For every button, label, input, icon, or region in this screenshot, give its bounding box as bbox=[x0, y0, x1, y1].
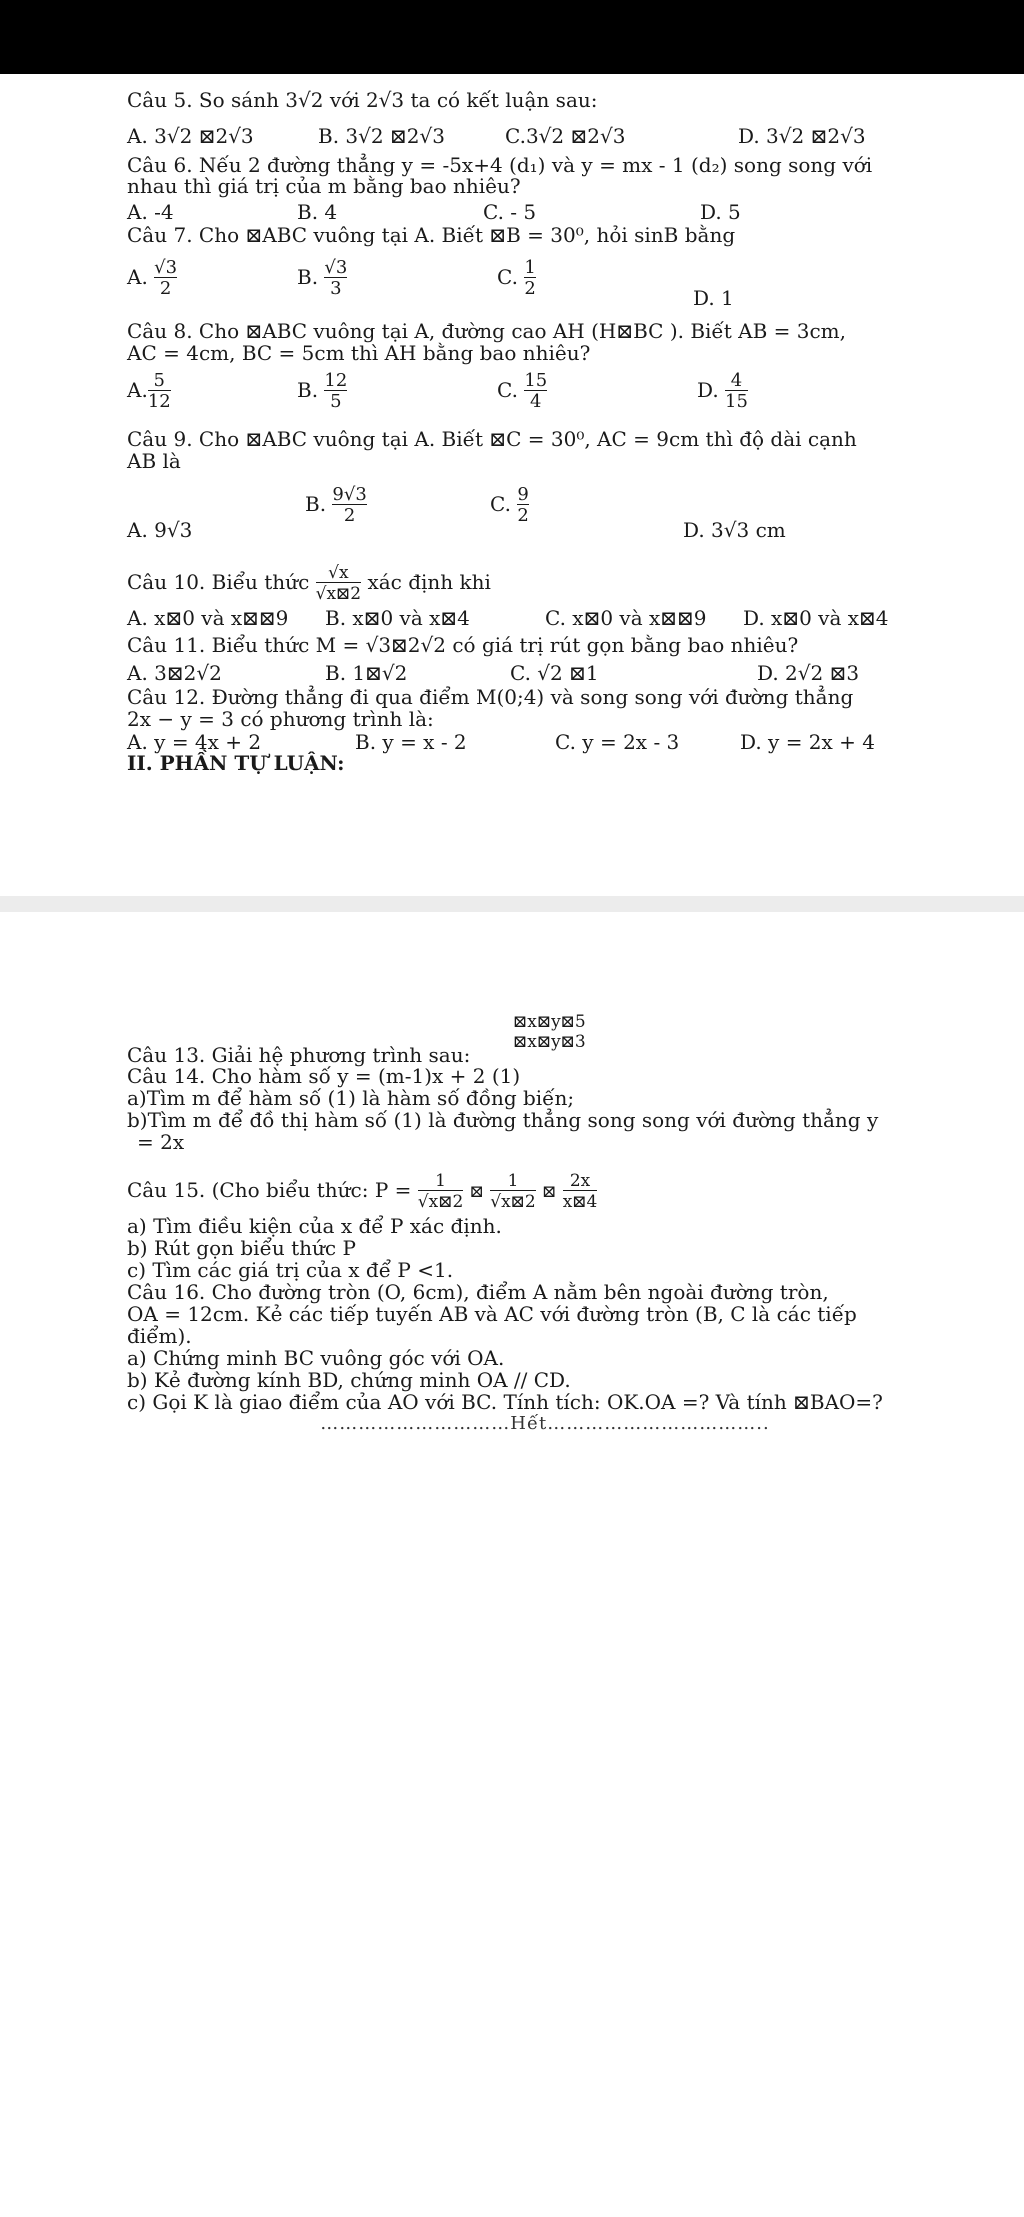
q7-option-d: D. 1 bbox=[693, 286, 734, 310]
q7-a-fraction: $\frac{√3}{2}$ bbox=[154, 257, 178, 299]
q10-option-b: B. x⊠0 và x⊠4 bbox=[325, 606, 470, 630]
q8-option-c: C. $\frac{15}{4}$ bbox=[497, 370, 548, 412]
q11-option-d: D. 2√2 ⊠3 bbox=[757, 661, 860, 685]
question-16-stem-line1: Câu 16. Cho đường tròn (O, 6cm), điểm A nằm bên ngoài đường tròn, bbox=[127, 1280, 829, 1304]
q8-option-a: A. $\frac{5}{12}$ bbox=[127, 370, 171, 412]
q8-d-fraction: $\frac{4}{15}$ bbox=[725, 370, 748, 412]
question-11-stem: Câu 11. Biểu thức M = √3⊠2√2 có giá trị rút gọn bằng bao nhiêu? bbox=[127, 633, 799, 657]
question-12-stem-line2: 2x − y = 3 có phương trình là: bbox=[127, 707, 434, 731]
question-16-part-b: b) Kẻ đường kính BD, chứng minh OA // CD. bbox=[127, 1368, 571, 1392]
q8-option-b: B. $\frac{12}{5}$ bbox=[297, 370, 348, 412]
q7-option-c: C. $\frac{1}{2}$ bbox=[497, 257, 536, 299]
q11-option-b: B. 1⊠√2 bbox=[325, 661, 408, 685]
q9-option-c: C. $\frac{9}{2}$ bbox=[490, 484, 529, 526]
question-14-stem: Câu 14. Cho hàm số y = (m-1)x + 2 (1) bbox=[127, 1064, 521, 1088]
question-15-stem: Câu 15. (Cho biểu thức: P = $\frac{1}{√x⊠2}$ ⊠ $\frac{1}{√x⊠2}$ ⊠ $\frac{2x}{x⊠4}$ bbox=[127, 1171, 598, 1212]
question-5-stem: Câu 5. So sánh 3√2 với 2√3 ta có kết luận sau: bbox=[127, 88, 598, 112]
q5-option-a: A. 3√2 ⊠2√3 bbox=[127, 124, 254, 148]
q10-option-c: C. x⊠0 và x⊠⊠9 bbox=[545, 606, 707, 630]
question-14-part-b-line1: b)Tìm m để đồ thị hàm số (1) là đường thẳng song song với đường thẳng y bbox=[127, 1108, 879, 1132]
q9-c-fraction: $\frac{9}{2}$ bbox=[517, 484, 529, 526]
document-page-2 bbox=[0, 912, 1024, 2217]
q15-term-1: $\frac{1}{√x⊠2}$ bbox=[417, 1171, 464, 1212]
question-15-part-a: a) Tìm điều kiện của x để P xác định. bbox=[127, 1214, 502, 1238]
q9-option-b: B. $\frac{9√3}{2}$ bbox=[305, 484, 367, 526]
q12-option-d: D. y = 2x + 4 bbox=[740, 730, 876, 754]
question-8-stem-line1: Câu 8. Cho ⊠ABC vuông tại A, đường cao AH (H⊠BC ). Biết AB = 3cm, bbox=[127, 319, 846, 343]
document-page-1 bbox=[0, 74, 1024, 896]
q15-term-3: $\frac{2x}{x⊠4}$ bbox=[562, 1171, 598, 1212]
q6-option-d: D. 5 bbox=[700, 200, 741, 224]
q6-option-a: A. -4 bbox=[127, 200, 174, 224]
question-6-stem-line2: nhau thì giá trị của m bằng bao nhiêu? bbox=[127, 174, 521, 198]
question-15-part-c: c) Tìm các giá trị của x để P <1. bbox=[127, 1258, 454, 1282]
q5-option-b: B. 3√2 ⊠2√3 bbox=[318, 124, 445, 148]
top-status-bar bbox=[0, 0, 1024, 74]
q12-option-b: B. y = x - 2 bbox=[355, 730, 467, 754]
q13-system bbox=[513, 1012, 586, 1052]
q5-option-c: C.3√2 ⊠2√3 bbox=[505, 124, 626, 148]
q5-option-d: D. 3√2 ⊠2√3 bbox=[738, 124, 866, 148]
q9-b-fraction: $\frac{9√3}{2}$ bbox=[332, 484, 367, 526]
question-8-stem-line2: AC = 4cm, BC = 5cm thì AH bằng bao nhiêu? bbox=[127, 341, 591, 365]
q10-option-a: A. x⊠0 và x⊠⊠9 bbox=[127, 606, 289, 630]
q11-option-c: C. √2 ⊠1 bbox=[510, 661, 599, 685]
q7-c-fraction: $\frac{1}{2}$ bbox=[524, 257, 536, 299]
q6-option-b: B. 4 bbox=[297, 200, 338, 224]
q12-option-c: C. y = 2x - 3 bbox=[555, 730, 680, 754]
question-7-stem: Câu 7. Cho ⊠ABC vuông tại A. Biết ⊠B = 30⁰, hỏi sinB bằng bbox=[127, 223, 736, 247]
q7-option-a: A. $\frac{√3}{2}$ bbox=[127, 257, 178, 299]
q9-option-d: D. 3√3 cm bbox=[683, 518, 786, 542]
question-15-part-b: b) Rút gọn biểu thức P bbox=[127, 1236, 356, 1260]
question-14-part-a: a)Tìm m để hàm số (1) là hàm số đồng biến; bbox=[127, 1086, 575, 1110]
q12-option-a: A. y = 4x + 2 bbox=[127, 730, 262, 754]
q8-c-fraction: $\frac{15}{4}$ bbox=[524, 370, 548, 412]
question-9-stem-line2: AB là bbox=[127, 449, 181, 473]
section-2-heading: II. PHẦN TỰ LUẬN: bbox=[127, 751, 345, 775]
q7-b-fraction: $\frac{√3}{3}$ bbox=[324, 257, 348, 299]
q11-option-a: A. 3⊠2√2 bbox=[127, 661, 222, 685]
q13-equation-2: ⊠x⊠y⊠3 bbox=[513, 1032, 586, 1052]
q10-option-d: D. x⊠0 và x⊠4 bbox=[743, 606, 889, 630]
q13-equation-1: ⊠x⊠y⊠5 bbox=[513, 1012, 586, 1032]
question-10-stem: Câu 10. Biểu thức $\frac{√x}{√x⊠2}$ xác định khi bbox=[127, 563, 491, 604]
question-16-part-a: a) Chứng minh BC vuông góc với OA. bbox=[127, 1346, 505, 1370]
q7-option-b: B. $\frac{√3}{3}$ bbox=[297, 257, 348, 299]
question-16-stem-line3: điểm). bbox=[127, 1324, 192, 1348]
q8-b-fraction: $\frac{12}{5}$ bbox=[324, 370, 348, 412]
question-14-part-b-line2: = 2x bbox=[137, 1130, 185, 1154]
q10-expression: $\frac{√x}{√x⊠2}$ bbox=[315, 563, 362, 604]
q8-option-d: D. $\frac{4}{15}$ bbox=[697, 370, 748, 412]
question-16-part-c: c) Gọi K là giao điểm của AO với BC. Tính tích: OK.OA =? Và tính ⊠BAO=? bbox=[127, 1390, 883, 1414]
q6-option-c: C. - 5 bbox=[483, 200, 537, 224]
question-16-stem-line2: OA = 12cm. Kẻ các tiếp tuyến AB và AC với đường tròn (B, C là các tiếp bbox=[127, 1302, 857, 1326]
question-6-stem-line1: Câu 6. Nếu 2 đường thẳng y = -5x+4 (d₁) và y = mx - 1 (d₂) song song với bbox=[127, 153, 873, 177]
q8-a-fraction: $\frac{5}{12}$ bbox=[147, 370, 171, 412]
end-marker: …………………………Hết…………………………….. bbox=[320, 1413, 770, 1434]
question-9-stem-line1: Câu 9. Cho ⊠ABC vuông tại A. Biết ⊠C = 30⁰, AC = 9cm thì độ dài cạnh bbox=[127, 427, 857, 451]
q15-term-2: $\frac{1}{√x⊠2}$ bbox=[490, 1171, 536, 1212]
question-12-stem-line1: Câu 12. Đường thẳng đi qua điểm M(0;4) và song song với đường thẳng bbox=[127, 685, 854, 709]
question-13-stem: Câu 13. Giải hệ phương trình sau: bbox=[127, 1043, 471, 1067]
q9-option-a: A. 9√3 bbox=[127, 518, 193, 542]
